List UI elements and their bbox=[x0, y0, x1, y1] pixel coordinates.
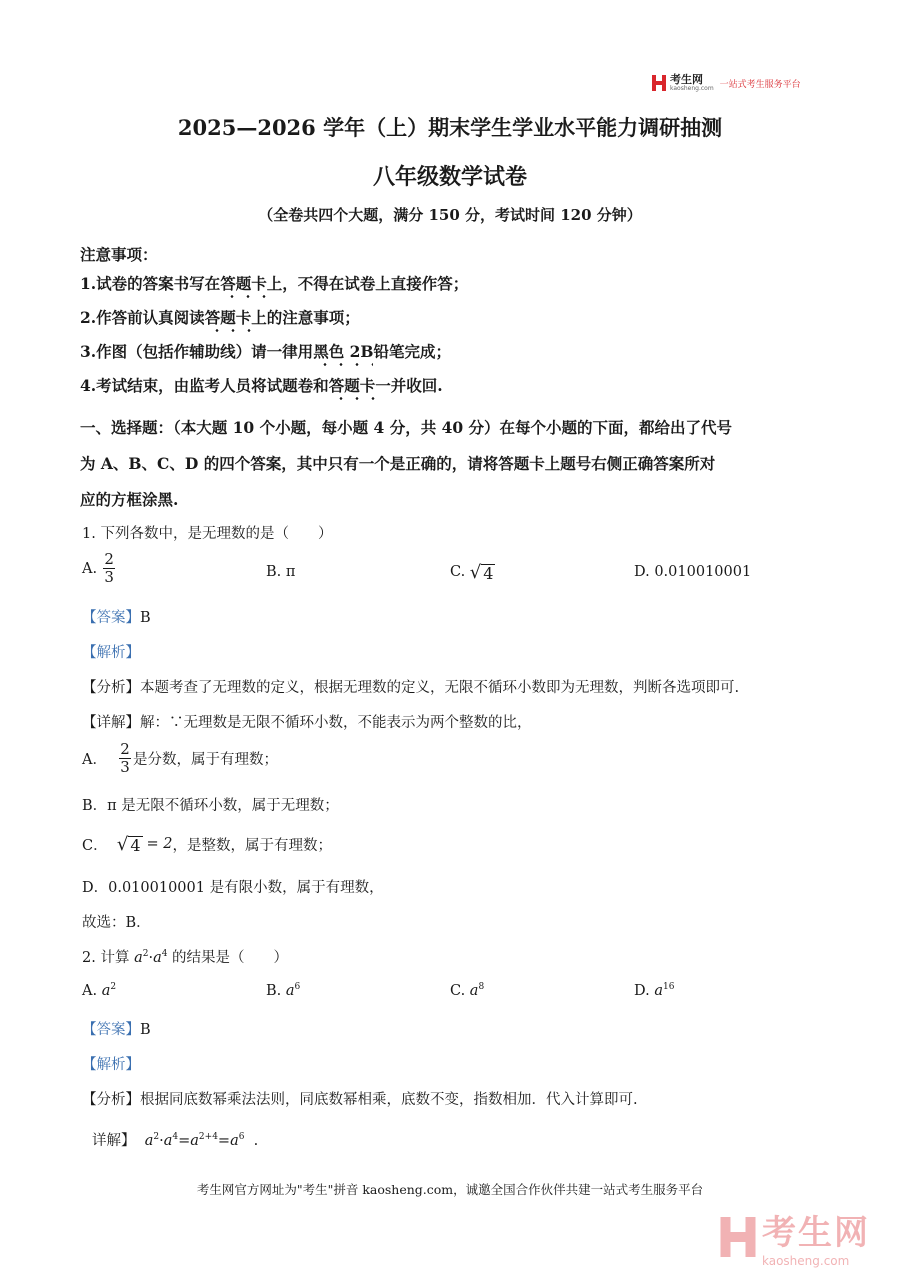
logo-name: 考生网 bbox=[670, 73, 703, 86]
q2-option-a: A. $a^2$ bbox=[82, 982, 117, 999]
exam-info: （全卷共四个大题，满分 150 分，考试时间 120 分钟） bbox=[258, 206, 642, 224]
exam-subtitle: 八年级数学试卷 bbox=[372, 164, 527, 190]
q1-option-d: D. 0.010010001 bbox=[634, 564, 752, 580]
section1-line2: 为 A、B、C、D 的四个答案，其中只有一个是正确的，请将答题卡上题号右侧正确答案所对 bbox=[80, 454, 716, 473]
q1-xiangjie: 【详解】解：∵无理数是无限不循环小数，不能表示为两个整数的比， bbox=[82, 715, 532, 731]
notes-heading: 注意事项： bbox=[80, 245, 158, 264]
note-2: 2.作答前认真阅读答题卡上的注意事项； bbox=[80, 308, 360, 327]
emphasis-dots: 黑色 2B bbox=[313, 342, 374, 361]
q2-answer: 【答案】B bbox=[82, 1022, 151, 1038]
q1-fenxi: 【分析】本题考查了无理数的定义，根据无理数的定义，无限不循环小数即为无理数，判断各选项即可. bbox=[82, 680, 740, 696]
kaosheng-logo-icon bbox=[652, 75, 666, 91]
q2-option-d: D. $a^{16}$ bbox=[634, 982, 675, 999]
q1-option-b: B. π bbox=[266, 564, 296, 580]
emphasis-dots: 答题卡 bbox=[220, 274, 267, 293]
watermark-logo-icon bbox=[720, 1217, 756, 1257]
q2-stem: 2. 计算 $a^2\cdot a^4$ 的结果是（ ） bbox=[82, 949, 289, 966]
q2-option-c: C. $a^8$ bbox=[450, 982, 485, 999]
emphasis-dots: 答题卡 bbox=[204, 308, 252, 327]
q1-explain-c: C． √ 4 = 2 ，是整数，属于有理数； bbox=[82, 834, 332, 855]
q1-explain-a: A． $\frac{2}{3}$ 是分数，属于有理数； bbox=[82, 740, 278, 776]
page-footer: 考生网官方网址为"考生"拼音 kaosheng.com，诚邀全国合作伙伴共建一站式考生服务平台 bbox=[196, 1182, 704, 1197]
fraction: $\frac{2}{3}$ bbox=[104, 550, 114, 586]
sqrt-symbol: √ 4 bbox=[469, 562, 494, 583]
q1-option-c: C. √ 4 bbox=[450, 562, 494, 583]
q1-conclusion: 故选：B． bbox=[82, 915, 151, 931]
sqrt-symbol: √ 4 bbox=[116, 834, 141, 855]
answer-tag: 【答案】 bbox=[82, 610, 140, 626]
section1-line3: 应的方框涂黑. bbox=[80, 490, 179, 509]
q1-explain-d: D．0.010010001 是有限小数，属于有理数， bbox=[82, 880, 384, 896]
logo-text-block bbox=[670, 74, 714, 92]
answer-tag: 【答案】 bbox=[82, 1022, 140, 1038]
watermark bbox=[720, 1205, 870, 1268]
fraction: $\frac{2}{3}$ bbox=[120, 740, 130, 776]
note-1: 1.试卷的答案书写在答题卡上，不得在试卷上直接作答； bbox=[80, 274, 469, 293]
q1-explain-b: B．π 是无限不循环小数，属于无理数； bbox=[82, 798, 339, 814]
header-logo bbox=[652, 73, 801, 93]
q1-analysis-tag: 【解析】 bbox=[82, 645, 140, 661]
watermark-text: 考生网 bbox=[762, 1213, 870, 1253]
q1-answer: 【答案】B bbox=[82, 610, 151, 626]
q2-fenxi: 【分析】根据同底数幂乘法法则，同底数幂相乘，底数不变，指数相加．代入计算即可. bbox=[82, 1092, 638, 1108]
q2-option-b: B. $a^6$ bbox=[266, 982, 301, 999]
note-3: 3.作图（包括作辅助线）请一律用黑色 2B铅笔完成； bbox=[80, 342, 451, 361]
section1-line1: 一、选择题：（本大题 10 个小题，每小题 4 分，共 40 分）在每个小题的下面，都给出了代号 bbox=[80, 418, 733, 437]
exam-title: 2025—2026 学年（上）期末学生学业水平能力调研抽测 bbox=[177, 115, 723, 140]
logo-slogan: 一站式考生服务平台 bbox=[719, 79, 801, 90]
q2-xiangjie: 详解】 $a^2\cdot a^4=a^{2+4}=a^6$ . bbox=[92, 1132, 259, 1149]
emphasis-dots: 答题卡 bbox=[328, 376, 376, 395]
watermark-url: kaosheng.com bbox=[762, 1254, 850, 1268]
logo-url: kaosheng.com bbox=[670, 85, 714, 92]
q2-analysis-tag: 【解析】 bbox=[82, 1057, 140, 1073]
note-4: 4.考试结束，由监考人员将试题卷和答题卡一并收回. bbox=[80, 376, 443, 395]
q1-stem: 1. 下列各数中，是无理数的是（ ） bbox=[82, 526, 333, 542]
q1-option-a: A. $\frac{2}{3}$ bbox=[82, 550, 114, 586]
